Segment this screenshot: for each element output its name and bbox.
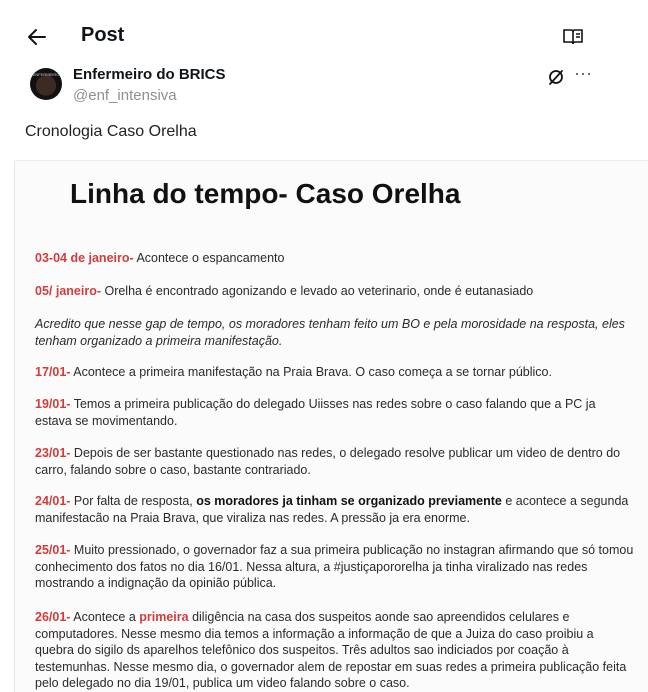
entry-date: 17/01- bbox=[35, 365, 71, 379]
entry-text: Acontece o espancamento bbox=[133, 251, 285, 265]
entry-date: 24/01- bbox=[35, 494, 71, 508]
back-arrow-icon[interactable] bbox=[26, 26, 48, 48]
post-text: Cronologia Caso Orelha bbox=[25, 123, 197, 140]
entry-date: 26/01- bbox=[35, 610, 71, 624]
timeline-entry bbox=[35, 445, 635, 478]
timeline-entry bbox=[35, 364, 635, 381]
reader-mode-icon[interactable] bbox=[562, 28, 584, 46]
entry-text: Orelha é encontrado agonizando e levado ao veterinario, onde é eutanasiado bbox=[101, 284, 534, 298]
grok-icon[interactable] bbox=[547, 68, 565, 86]
author-handle[interactable]: @enf_intensiva bbox=[73, 87, 177, 104]
entry-date: 23/01- bbox=[35, 446, 71, 460]
timeline-entry bbox=[35, 250, 635, 267]
entry-highlight: primeira bbox=[139, 610, 189, 624]
more-options-icon[interactable]: ⋯ bbox=[574, 64, 593, 84]
entry-date: 25/01- bbox=[35, 543, 71, 557]
image-title: Linha do tempo- Caso Orelha bbox=[70, 178, 461, 209]
timeline-entry bbox=[35, 396, 635, 429]
entry-text: Depois de ser bastante questionado nas redes, o delegado resolve publicar um video de dentro do carro, falando sobre o caso, bastante contrariado. bbox=[35, 446, 621, 477]
entry-text: e acontece a segunda manifestacão na Praia Brava, que viraliza nas redes. A pressão ja era enorme. bbox=[35, 494, 629, 525]
timeline-entry bbox=[35, 609, 635, 692]
timeline-entry bbox=[35, 283, 635, 300]
author-name[interactable]: Enfermeiro do BRICS bbox=[73, 66, 226, 83]
top-bar bbox=[0, 0, 648, 66]
entry-date: 03-04 de janeiro- bbox=[35, 251, 134, 265]
entry-text: Acontece a primeira manifestação na Praia Brava. O caso começa a se tornar público. bbox=[70, 365, 552, 379]
entry-text: Por falta de resposta, bbox=[70, 494, 197, 508]
entry-text: Acontece a bbox=[70, 610, 140, 624]
entry-highlight: os moradores ja tinham se organizado previamente bbox=[196, 494, 502, 508]
avatar[interactable] bbox=[30, 68, 62, 100]
entry-text: Temos a primeira publicação do delegado Uiisses nas redes sobre o caso falando que a PC ja estava se movimentando. bbox=[35, 397, 596, 428]
timeline-entry bbox=[35, 542, 635, 592]
entry-text: diligência na casa dos suspeitos aonde sao apreendidos celulares e computadores. Nesse mesmo dia temos a informação a informação de que a Juiza do caso proibiu a quebra do sigilo ds aparelhos telefônico dos suspeitos. Três adultos sao indiciados por coação à testemunhas. Nesse mesmo dia, o governador alem de repostar em suas redes a primeira publicação feita pelo delegado no dia 19/01, publica um video falando sobre o caso. bbox=[35, 610, 627, 690]
avatar-caption: ENFERMEIRO bbox=[32, 72, 60, 77]
timeline-note: Acredito que nesse gap de tempo, os moradores tenham feito um BO e pela morosidade na resposta, eles tenham organizado a primeira manifestação. bbox=[35, 317, 625, 348]
entry-date: 19/01- bbox=[35, 397, 71, 411]
entry-date: 05/ janeiro- bbox=[35, 284, 101, 298]
entry-text: Muito pressionado, o governador faz a sua primeira publicação no instagran afirmando que só tomou conhecimento dos fatos no dia 16/01. Nessa altura, a #justiçapororelha ja tinha viralizado nas redes mostrando a indignação da opinião pública. bbox=[35, 543, 634, 590]
page-title: Post bbox=[81, 24, 125, 46]
timeline-entry bbox=[35, 493, 635, 526]
